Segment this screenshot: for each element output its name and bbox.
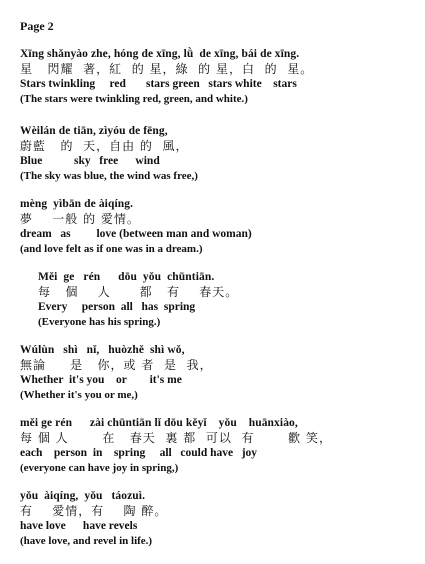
translation-line: (Everyone has his spring.) <box>38 316 161 328</box>
pinyin-line: měi ge rén zài chūntiān lǐ dōu kěyǐ yǒu huānxiào, <box>20 417 298 429</box>
stanza-4 <box>38 270 425 330</box>
chinese-line: 每 個 人 在 春天 裏 都 可以 有 歡 笑， <box>20 431 332 445</box>
gloss-line: dream as love (between man and woman) <box>20 228 252 240</box>
stanza-6 <box>20 416 415 476</box>
gloss-line: Stars twinkling red stars green stars white stars <box>20 78 297 90</box>
translation-line: (and love felt as if one was in a dream.) <box>20 243 203 255</box>
pinyin-line: Wúlùn shì nǐ, huòzhě shì wǒ, <box>20 344 185 356</box>
translation-line: (The stars were twinkling red, green, and white.) <box>20 93 248 105</box>
stanza-3 <box>20 197 415 257</box>
pinyin-line: Xīng shǎnyào zhe, hóng de xīng, lǜ de xīng, bái de xīng. <box>20 48 300 60</box>
chinese-line: 星 閃耀 著，紅 的 星，綠 的 星，白 的 星。 <box>20 62 314 76</box>
stanza-1 <box>20 47 415 107</box>
translation-line: (The sky was blue, the wind was free,) <box>20 170 198 182</box>
chinese-line: 有 愛情，有 陶 醉。 <box>20 504 168 518</box>
gloss-line: Whether it's you or it's me <box>20 374 182 386</box>
translation-line: (have love, and revel in life.) <box>20 535 153 547</box>
page-number: Page 2 <box>20 19 54 33</box>
stanza-7 <box>20 489 415 549</box>
gloss-line: have love have revels <box>20 520 138 532</box>
chinese-line: 每 個 人 都 有 春天。 <box>38 285 239 299</box>
gloss-line: each person in spring all could have joy <box>20 447 258 459</box>
translation-line: (everyone can have joy in spring,) <box>20 462 179 474</box>
pinyin-line: mèng yìbān de àiqíng. <box>20 198 134 210</box>
gloss-line: Blue sky free wind <box>20 155 160 167</box>
stanza-2 <box>20 124 415 184</box>
pinyin-line: Měi ge rén dōu yǒu chūntiān. <box>38 271 215 283</box>
gloss-line: Every person all has spring <box>38 301 196 313</box>
stanza-5 <box>20 343 415 403</box>
chinese-line: 無論 是 你，或 者 是 我， <box>20 358 213 372</box>
chinese-line: 蔚藍 的 天，自由 的 風， <box>20 139 189 153</box>
pinyin-line: Wèilán de tiān, zìyóu de fēng, <box>20 125 168 137</box>
translation-line: (Whether it's you or me,) <box>20 389 138 401</box>
chinese-line: 夢 一般 的 愛情。 <box>20 212 140 226</box>
pinyin-line: yǒu àiqíng, yǒu táozuì. <box>20 490 146 502</box>
